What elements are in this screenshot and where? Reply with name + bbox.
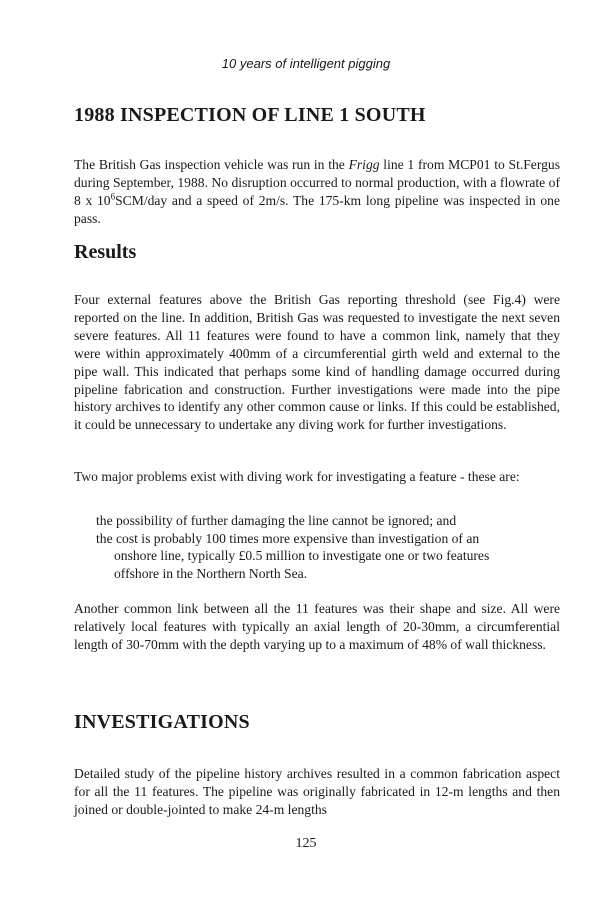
list-item: the possibility of further damaging the line cannot be ignored; and (96, 513, 457, 528)
paragraph-inspection (74, 156, 560, 228)
paragraph-results-1: Four external features above the British Gas reporting threshold (see Fig.4) were reported on the line. In addition, British Gas was requested to investigate the next seven severe features. All 11 features were found to have a common link, namely that they were within approximately 400mm of a circumferential girth weld and external to the pipe wall. This indicated that perhaps some kind of handling damage occurred during pipeline fabrication and construction. Further investigations were made into the pipe history archives to identify any other common cause or links. If this could be established, it could be unnecessary to undertake any diving work for further investigations. (74, 292, 560, 433)
running-head: 10 years of intelligent pigging (221, 56, 391, 71)
paragraph-text: SCM/day and a speed of 2m/s. The 175-km long pipeline was inspected in one pass. (74, 192, 560, 226)
paragraph-results-3: Another common link between all the 11 features was their shape and size. All were relatively local features with typically an axial length of 20-30mm, a circumferential length of 30-70mm with the depth varying up to a maximum of 48% of wall thickness. (74, 601, 560, 652)
paragraph-text: The British Gas inspection vehicle was run in the (74, 157, 349, 172)
problem-list (96, 512, 566, 582)
italic-frigg: Frigg (348, 157, 380, 172)
paragraph-investigations: Detailed study of the pipeline history archives resulted in a common fabrication aspect for all the 11 features. The pipeline was originally fabricated in 12-m lengths and then joined or double-jointed to make 24-m lengths (74, 766, 560, 817)
section-heading-investigations: INVESTIGATIONS (74, 711, 250, 733)
section-heading-results: Results (74, 241, 137, 263)
list-item-continuation: onshore line, typically £0.5 million to investigate one or two features (114, 548, 490, 564)
superscript: 6 (110, 191, 116, 202)
paragraph-text: line 1 from MCP01 to St.Fergus during September, 1988. No disruption occurred to normal production, with a flowrate of 8 x 10 (74, 157, 561, 208)
list-item-text: the cost is probably 100 times more expensive than investigation of an (96, 530, 480, 546)
page-number: 125 (295, 836, 317, 851)
list-item (96, 530, 566, 583)
section-heading-inspection: 1988 INSPECTION OF LINE 1 SOUTH (74, 104, 426, 126)
list-item-continuation: offshore in the Northern North Sea. (114, 565, 308, 581)
paragraph-results-2: Two major problems exist with diving work for investigating a feature - these are: (74, 469, 520, 484)
